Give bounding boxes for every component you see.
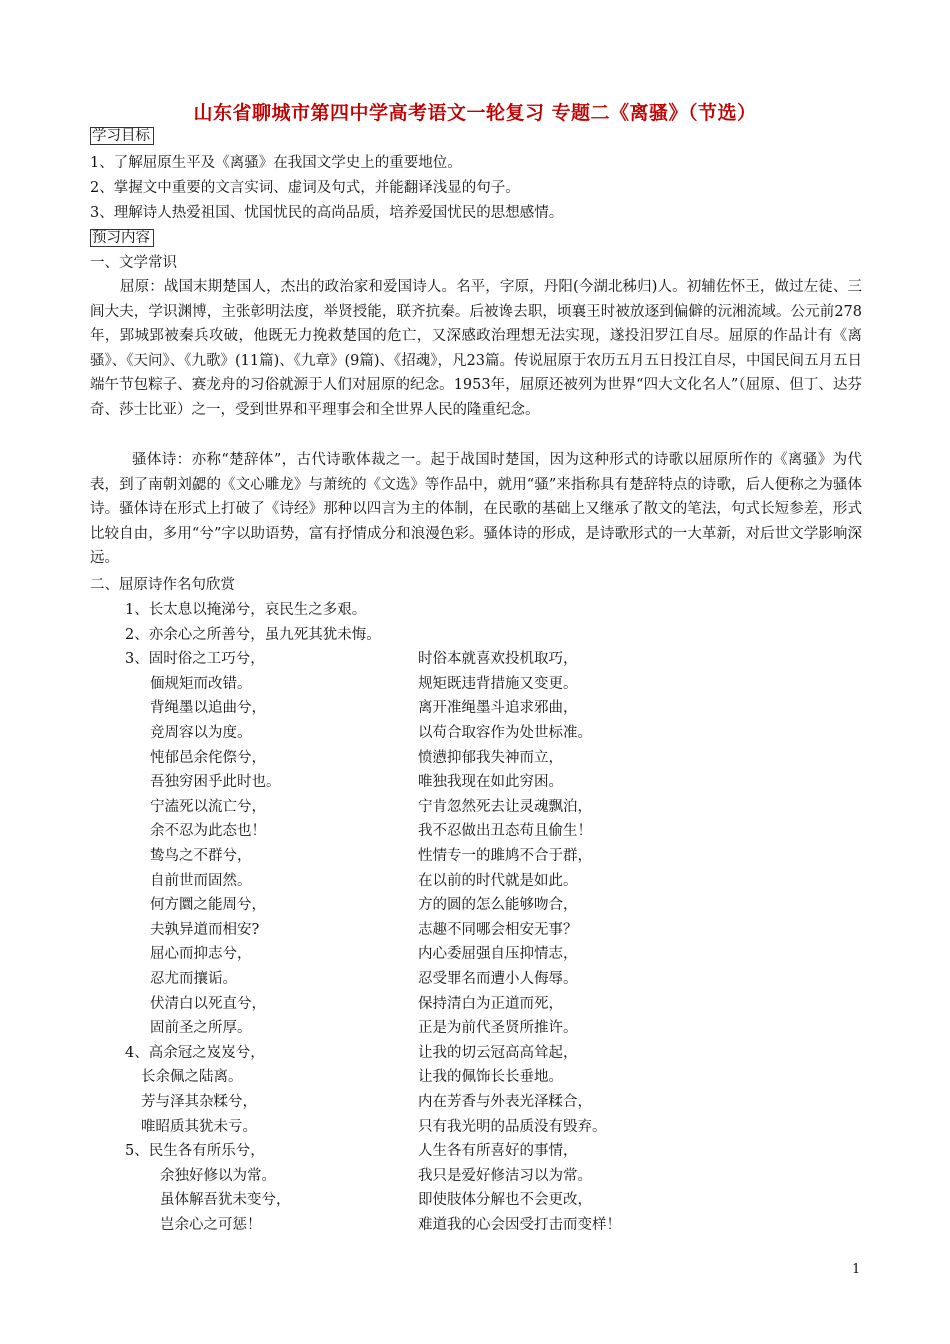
poem-translation-line: 内在芳香与外表光泽糅合， [418,1094,592,1110]
poem-row [0,1141,950,1165]
poem-translation-line: 性情专一的雎鸠不合于群， [418,848,592,864]
poem-original-line: 唯昭质其犹未亏。 [141,1118,257,1135]
goal-item: 3、理解诗人热爱祖国、忧国忧民的高尚品质，培养爱国忧民的思想感情。 [90,205,564,221]
page-title: 山东省聊城市第四中学高考语文一轮复习 专题二《离骚》（节选） [193,102,757,124]
poem-row [0,1166,950,1190]
poem-translation-line: 愤懑抑郁我失神而立， [418,749,563,766]
poem-row [0,1117,950,1141]
section-literature-heading: 一、文学常识 [90,255,177,271]
poem-translation-line: 我不忍做出丑态苟且偷生！ [418,823,592,840]
poem-original-line: 1、长太息以掩涕兮，哀民生之多艰。 [125,602,367,618]
goal-item: 1、了解屈原生平及《离骚》在我国文学史上的重要地位。 [90,155,462,171]
poem-translation-line: 正是为前代圣贤所推许。 [418,1020,578,1037]
poem-translation-line: 只有我光明的品质没有毁弃。 [418,1118,607,1135]
poem-original-line: 2、亦余心之所善兮，虽九死其犹未悔。 [125,626,381,643]
poem-original-line: 4、高余冠之岌岌兮， [125,1044,265,1061]
poem-row [0,969,950,993]
poem-translation-line: 离开准绳墨斗追求邪曲， [418,700,578,717]
poem-original-line: 背绳墨以追曲兮， [150,700,266,717]
poem-translation-line: 内心委屈强自压抑情志， [418,946,578,963]
poem-original-line: 芳与泽其杂糅兮， [141,1094,257,1110]
poem-translation-line: 方的圆的怎么能够吻合， [418,897,578,914]
poem-original-line: 鸷鸟之不群兮， [150,848,252,864]
poem-original-line: 自前世而固然。 [150,872,252,889]
poem-translation-line: 即使肢体分解也不会更改， [418,1192,592,1209]
poem-translation-line: 唯独我现在如此穷困。 [418,774,563,791]
section-quotes-heading: 二、屈原诗作名句欣赏 [90,577,235,593]
goal-item: 2、掌握文中重要的文言实词、虚词及句式，并能翻译浅显的句子。 [90,180,520,196]
poem-row [0,895,950,919]
poem-translation-line: 人生各有所喜好的事情， [418,1143,578,1160]
poem-original-line: 伏清白以死直兮， [150,995,266,1012]
poem-original-line: 固前圣之所厚。 [150,1020,252,1037]
poem-row [0,1215,950,1239]
poem-row [0,846,950,870]
poem-original-line: 屈心而抑志兮， [150,946,252,963]
poem-translation-line: 我只是爱好修洁习以为常。 [418,1167,592,1184]
poem-original-line: 夫孰异道而相安? [150,921,260,938]
poem-row [0,649,950,673]
goals-heading: 学习目标 [90,127,154,145]
poem-translation-line: 规矩既违背措施又变更。 [418,675,578,692]
poem-row [0,772,950,796]
poem-row [0,994,950,1018]
page-number: 1 [852,1262,861,1277]
saoti-paragraph: 骚体诗：亦称“楚辞体”，古代诗歌体裁之一。起于战国时楚国，因为这种形式的诗歌以屈原所作的《离骚》为代表，到了南朝刘勰的《文心雕龙》与萧统的《文选》等作品中，就用“骚”来指称具有楚辞特点的诗歌，后人便称之为骚体诗。骚体诗在形式上打破了《诗经》那种以四言为主的体制，在民歌的基础上又继承了散文的笔法，句式长短参差，形式比较自由，多用“兮”字以助语势，富有抒情成分和浪漫色彩。骚体诗的形成，是诗歌形式的一大革新，对后世文学影响深远。 [90,452,862,567]
poem-original-line: 岂余心之可惩！ [160,1217,262,1233]
poem-row [0,871,950,895]
poem-row [0,1092,950,1116]
poem-row [0,1190,950,1214]
poem-original-line: 余独好修以为常。 [160,1167,276,1184]
poem-row [0,1067,950,1091]
poem-row [0,920,950,944]
poem-translation-line: 忍受罪名而遭小人侮辱。 [418,971,578,987]
poem-row [0,944,950,968]
poem-translation-line: 时俗本就喜欢投机取巧， [418,651,578,668]
poem-row [0,600,950,624]
poem-original-line: 宁溘死以流亡兮， [150,798,266,815]
poem-row [0,723,950,747]
poem-original-line: 忍尤而攘诟。 [150,971,237,987]
poem-original-line: 长余佩之陆离。 [141,1069,243,1086]
poem-translation-line: 难道我的心会因受打击而变样！ [418,1217,621,1233]
poem-row [0,1018,950,1042]
goals-heading-line [90,126,154,146]
poem-row [0,674,950,698]
poem-original-line: 忳郁邑余侘傺兮， [150,749,266,766]
poem-translation-line: 保持清白为正道而死， [418,995,563,1012]
quyuan-paragraph: 屈原：战国末期楚国人，杰出的政治家和爱国诗人。名平，字原，丹阳(今湖北秭归)人。初辅佐怀王，做过左徒、三闾大夫，学识渊博，主张彰明法度，举贤授能，联齐抗秦。后被谗去职，顷襄王时被放逐到偏僻的沅湘流域。公元前278年，郢城郢被秦兵攻破，他既无力挽救楚国的危亡，又深感政治理想无法实现，遂投汨罗江自尽。屈原的作品计有《离骚》、《天问》、《九歌》(11篇)、《九章》(9篇)、《招魂》，凡23篇。传说屈原于农历五月五日投江自尽，中国民间五月五日端午节包粽子、赛龙舟的习俗就源于人们对屈原的纪念。1953年，屈原还被列为世界“四大文化名人”（屈原、但丁、达芬奇、莎士比亚）之一，受到世界和平理事会和全世界人民的隆重纪念。 [90,279,862,418]
poem-translation-line: 在以前的时代就是如此。 [418,872,578,889]
poem-translation-line: 宁肯忽然死去让灵魂飘泊， [418,798,592,815]
poem-translation-line: 以苟合取容作为处世标准。 [418,725,592,741]
poem-original-line: 3、固时俗之工巧兮， [125,651,265,668]
poem-row [0,821,950,845]
poem-original-line: 余不忍为此态也！ [150,823,266,840]
poem-row [0,698,950,722]
poem-original-line: 偭规矩而改错。 [150,675,252,692]
poem-original-line: 何方圜之能周兮， [150,897,266,914]
poem-row [0,748,950,772]
poem-translation-line: 志趣不同哪会相安无事？ [418,921,578,938]
poem-row [0,625,950,649]
preview-heading-line [90,228,154,248]
poem-translation-line: 让我的切云冠高高耸起， [418,1044,578,1061]
poem-row [0,797,950,821]
poem-row [0,1043,950,1067]
preview-heading: 预习内容 [90,229,154,247]
poem-original-line: 竞周容以为度。 [150,725,252,741]
poem-original-line: 吾独穷困乎此时也。 [150,774,281,791]
poem-translation-line: 让我的佩饰长长垂地。 [418,1069,563,1086]
poem-original-line: 5、民生各有所乐兮， [125,1143,265,1160]
poem-original-line: 虽体解吾犹未变兮， [160,1192,291,1209]
